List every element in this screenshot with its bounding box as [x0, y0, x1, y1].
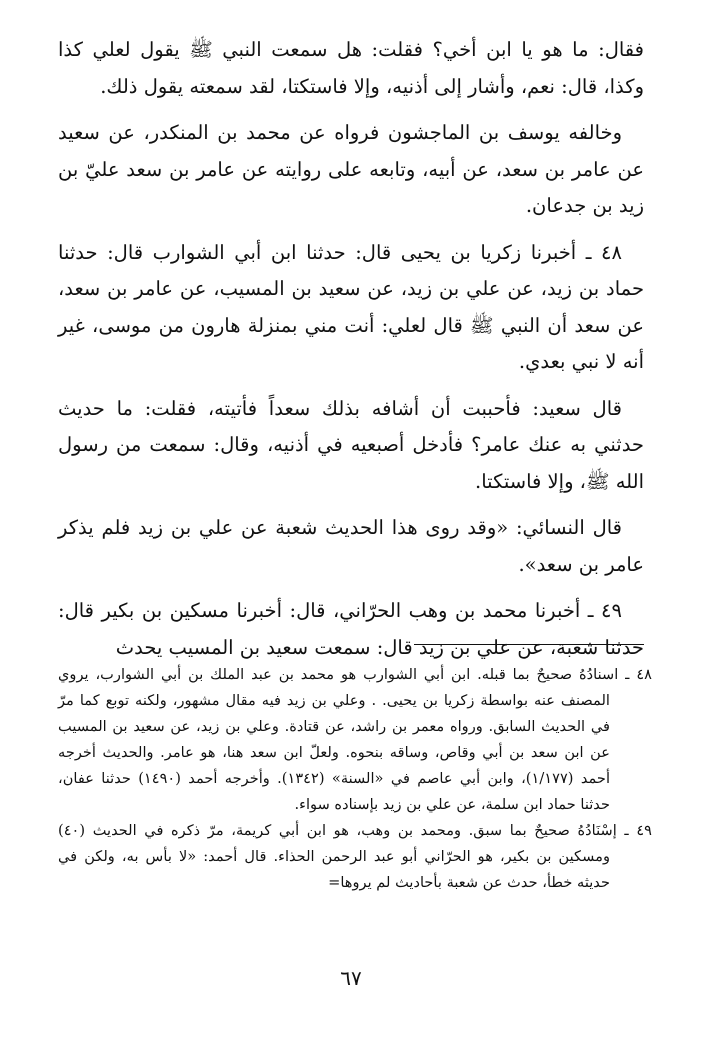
main-text	[58, 32, 644, 676]
page-number: ٦٧	[340, 966, 362, 990]
footnote-48: ٤٨ ـ اسنادُهُ صحيحٌ بما قبله. ابن أبي الشوارب هو محمد بن عبد الملك بن أبي الشوارب، يروي المصنف عنه بواسطة زكريا بن يحيى. . وعلي بن زيد فيه مقال مشهور، ولكنه توبع كما مرّ في الحديث السابق. ورواه معمر بن راشد، عن قتادة. وعلي بن زيد، عن سعيد بن المسيب عن ابن سعد بن أبي وقاص، وساقه بنحوه. ولعلّ ابن سعد هنا، هو عامر. والحديث أخرجه أحمد (١/١٧٧)، وابن أبي عاصم في «السنة» (١٣٤٢). وأخرجه أحمد (١٤٩٠) حدثنا عفان، حدثنا حماد ابن سلمة، عن علي بن زيد بإسناده سواء.	[58, 666, 652, 813]
footnotes	[58, 662, 652, 896]
paragraph-nasai-remark: قال النسائي: «وقد روى هذا الحديث شعبة عن علي بن زيد فلم يذكر عامر بن سعد».	[58, 516, 644, 576]
paragraph-yusuf-disagreement: وخالفه يوسف بن الماجشون فرواه عن محمد بن المنكدر، عن سعيد عن عامر بن سعد، عن أبيه، وتابعه على روايته عن عامر بن سعد عليّ بن زيد بن جدعان.	[58, 121, 644, 217]
footnote-separator	[414, 644, 644, 645]
hadith-48: ٤٨ ـ أخبرنا زكريا بن يحيى قال: حدثنا ابن أبي الشوارب قال: حدثنا حماد بن زيد، عن علي بن زيد، عن سعيد بن المسيب، عن عامر بن سعد، عن سعد أن النبي ﷺ قال لعلي: أنت مني بمنزلة هارون من موسى، غير أنه لا نبي بعدي.	[58, 240, 644, 373]
paragraph-said-narration: قال سعيد: فأحببت أن أشافه بذلك سعداً فأتيته، فقلت: ما حديث حدثني به عنك عامر؟ فأدخل أصبعيه في أذنيه، وقال: سمعت من رسول الله ﷺ، وإلا فاستكتا.	[58, 396, 644, 493]
footnote-49: ٤٩ ـ إسْنَادُهُ صحيحٌ بما سبق. ومحمد بن وهب، هو ابن أبي كريمة، مرّ ذكره في الحديث (٤٠) ومسكين بن بكير، هو الحرّاني أبو عبد الرحمن الحذاء. قال أحمد: «لا بأس به، ولكن في حديثه خطأ، حدث عن شعبة بأحاديث لم يروها=	[58, 822, 652, 891]
hadith-49: ٤٩ ـ أخبرنا محمد بن وهب الحرّاني، قال: أخبرنا مسكين بن بكير قال: حدثنا شعبة، عن علي بن زيد قال: سمعت سعيد بن المسيب يحدث	[58, 599, 644, 659]
paragraph-continuation: فقال: ما هو يا ابن أخي؟ فقلت: هل سمعت النبي ﷺ يقول لعلي كذا وكذا، قال: نعم، وأشار إلى أذنيه، وإلا فاستكتا، لقد سمعته يقول ذلك.	[58, 38, 644, 98]
